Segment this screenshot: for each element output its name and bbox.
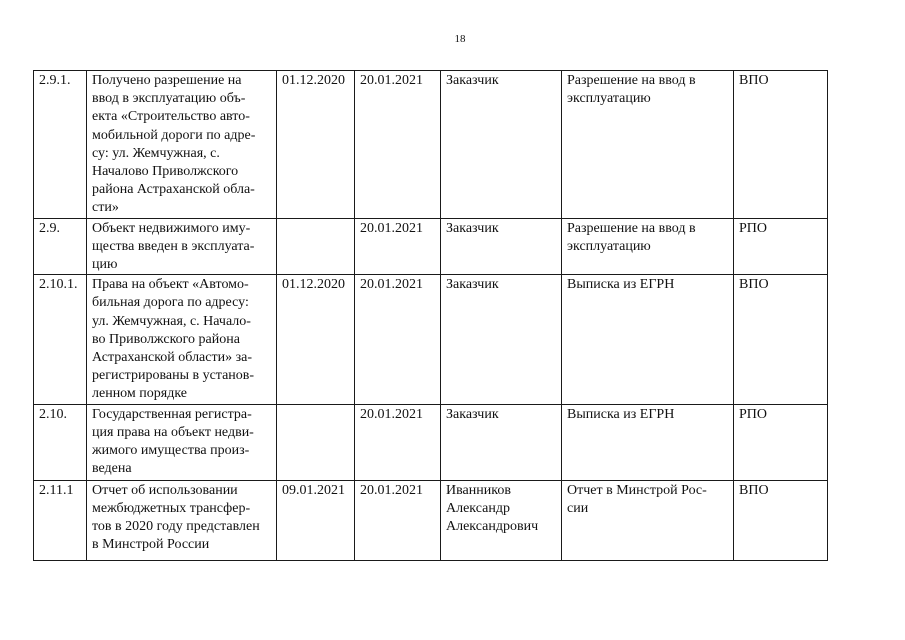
document-cell: Выписка из ЕГРН bbox=[562, 404, 734, 480]
responsible-cell: Заказчик bbox=[441, 404, 562, 480]
end-date-cell: 20.01.2021 bbox=[355, 275, 441, 404]
responsible-cell: Заказчик bbox=[441, 275, 562, 404]
end-date-cell: 20.01.2021 bbox=[355, 218, 441, 275]
end-date-cell: 20.01.2021 bbox=[355, 71, 441, 219]
page-number: 18 bbox=[454, 33, 466, 45]
row-number-cell: 2.10. bbox=[34, 404, 87, 480]
start-date-cell bbox=[277, 218, 355, 275]
document-cell: Отчет в Минстрой Рос- сии bbox=[562, 480, 734, 560]
document-cell: Разрешение на ввод в эксплуатацию bbox=[562, 218, 734, 275]
responsible-cell: Иванников Александр Александрович bbox=[441, 480, 562, 560]
level-cell: ВПО bbox=[734, 71, 828, 219]
level-cell: ВПО bbox=[734, 480, 828, 560]
row-number-cell: 2.10.1. bbox=[34, 275, 87, 404]
start-date-cell: 01.12.2020 bbox=[277, 71, 355, 219]
table-row bbox=[34, 480, 828, 560]
start-date-cell: 01.12.2020 bbox=[277, 275, 355, 404]
level-cell: РПО bbox=[734, 218, 828, 275]
row-number-cell: 2.11.1 bbox=[34, 480, 87, 560]
row-number-cell: 2.9.1. bbox=[34, 71, 87, 219]
document-cell: Выписка из ЕГРН bbox=[562, 275, 734, 404]
responsible-cell: Заказчик bbox=[441, 218, 562, 275]
table-row bbox=[34, 218, 828, 275]
start-date-cell bbox=[277, 404, 355, 480]
responsible-cell: Заказчик bbox=[441, 71, 562, 219]
event-cell: Объект недвижимого иму- щества введен в эксплуата- цию bbox=[87, 218, 277, 275]
event-cell: Отчет об использовании межбюджетных трансфер- тов в 2020 году представлен в Минстрой России bbox=[87, 480, 277, 560]
level-cell: ВПО bbox=[734, 275, 828, 404]
table-row bbox=[34, 404, 828, 480]
start-date-cell: 09.01.2021 bbox=[277, 480, 355, 560]
table-row bbox=[34, 71, 828, 219]
document-cell: Разрешение на ввод в эксплуатацию bbox=[562, 71, 734, 219]
table-row bbox=[34, 275, 828, 404]
end-date-cell: 20.01.2021 bbox=[355, 404, 441, 480]
event-cell: Права на объект «Автомо- бильная дорога по адресу: ул. Жемчужная, с. Начало- во Приволжского района Астраханской области» за- регистрированы в установ- ленном порядке bbox=[87, 275, 277, 404]
control-points-table bbox=[33, 70, 828, 561]
event-cell: Государственная регистра- ция права на объект недви- жимого имущества произ- ведена bbox=[87, 404, 277, 480]
event-cell: Получено разрешение на ввод в эксплуатацию объ- екта «Строительство авто- мобильной дороги по адре- су: ул. Жемчужная, с. Началово Приволжского района Астраханской обла- сти» bbox=[87, 71, 277, 219]
level-cell: РПО bbox=[734, 404, 828, 480]
row-number-cell: 2.9. bbox=[34, 218, 87, 275]
end-date-cell: 20.01.2021 bbox=[355, 480, 441, 560]
